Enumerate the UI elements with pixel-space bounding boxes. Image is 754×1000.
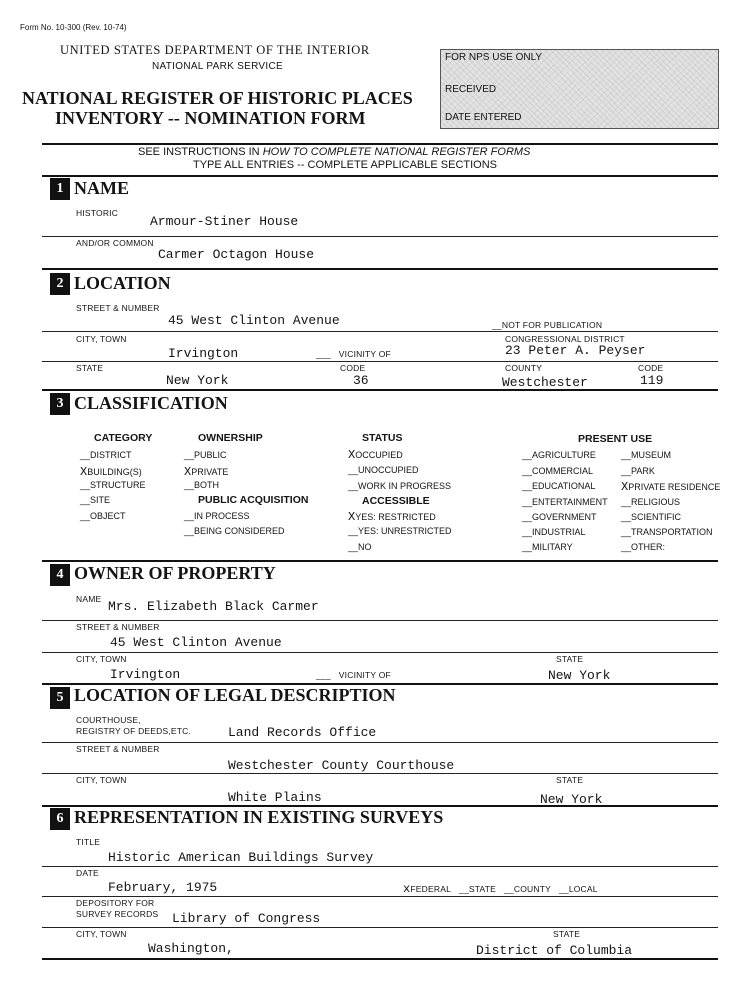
category-site: __SITE	[80, 495, 111, 505]
courthouse-label: COURTHOUSE,	[76, 715, 141, 725]
divider	[42, 927, 718, 928]
status-occupied: XOCCUPIED	[348, 448, 403, 462]
legal-state-value: New York	[540, 792, 603, 807]
received-label: RECEIVED	[445, 84, 497, 95]
survey-state-label: STATE	[553, 929, 581, 939]
section-number-5: 5	[50, 687, 70, 709]
section-number-6: 6	[50, 808, 70, 830]
use-educational: __EDUCATIONAL	[522, 481, 596, 491]
section-number-1: 1	[50, 178, 70, 200]
county-label: COUNTY	[505, 363, 543, 373]
section-number-3: 3	[50, 393, 70, 415]
use-other: __OTHER:	[621, 542, 666, 552]
category-district: __DISTRICT	[80, 450, 132, 460]
divider	[42, 331, 718, 332]
state-value: New York	[166, 373, 229, 388]
use-religious: __RELIGIOUS	[621, 497, 681, 507]
divider	[42, 620, 718, 621]
owner-street-value: 45 West Clinton Avenue	[110, 635, 282, 650]
divider	[42, 361, 718, 362]
department-name: UNITED STATES DEPARTMENT OF THE INTERIOR	[60, 43, 370, 57]
depository-label: DEPOSITORY FOR	[76, 898, 155, 908]
vicinity-option: ___ VICINITY OF	[316, 349, 391, 359]
legal-city-value: White Plains	[228, 790, 322, 805]
use-industrial: __INDUSTRIAL	[522, 527, 586, 537]
use-agriculture: __AGRICULTURE	[522, 450, 596, 460]
survey-level-options: xFEDERAL __STATE __COUNTY __LOCAL	[403, 882, 598, 896]
legal-street-value: Westchester County Courthouse	[228, 758, 455, 773]
acquisition-being-considered: __BEING CONSIDERED	[184, 526, 285, 536]
historic-label: HISTORIC	[76, 208, 119, 218]
depository-value: Library of Congress	[172, 911, 321, 926]
divider	[42, 236, 718, 237]
section-title-classification: CLASSIFICATION	[74, 393, 228, 413]
survey-title-label: TITLE	[76, 837, 101, 847]
owner-street-label: STREET & NUMBER	[76, 622, 160, 632]
ownership-both: __BOTH	[184, 480, 220, 490]
category-header: CATEGORY	[94, 432, 153, 444]
state-label: STATE	[76, 363, 104, 373]
common-name-value: Carmer Octagon House	[158, 247, 315, 262]
form-title-line1: NATIONAL REGISTER OF HISTORIC PLACES	[22, 88, 413, 108]
owner-state-label: STATE	[556, 654, 584, 664]
status-unoccupied: __UNOCCUPIED	[348, 465, 419, 475]
status-work-in-progress: __WORK IN PROGRESS	[348, 481, 452, 491]
use-museum: __MUSEUM	[621, 450, 672, 460]
state-code-label: CODE	[340, 363, 366, 373]
courthouse-value: Land Records Office	[228, 725, 377, 740]
historic-name-value: Armour-Stiner House	[150, 214, 299, 229]
owner-name-label: NAME	[76, 594, 102, 604]
city-label: CITY, TOWN	[76, 334, 127, 344]
divider	[42, 389, 718, 391]
survey-date-value: February, 1975	[108, 880, 218, 895]
county-value: Westchester	[502, 375, 588, 390]
survey-city-value: Washington,	[148, 941, 234, 956]
divider	[42, 652, 718, 653]
accessible-yes-restricted: XYES: RESTRICTED	[348, 510, 436, 524]
divider	[42, 866, 718, 867]
county-code-value: 119	[640, 373, 664, 388]
legal-city-label: CITY, TOWN	[76, 775, 127, 785]
congressional-district-value: 23 Peter A. Peyser	[505, 343, 646, 358]
section-number-2: 2	[50, 273, 70, 295]
divider	[42, 958, 718, 960]
category-building: XBUILDING(S)	[80, 465, 142, 479]
street-label: STREET & NUMBER	[76, 303, 160, 313]
divider	[42, 742, 718, 743]
use-scientific: __SCIENTIFIC	[621, 512, 682, 522]
legal-street-label: STREET & NUMBER	[76, 744, 160, 754]
registry-label: REGISTRY OF DEEDS,ETC.	[76, 726, 192, 736]
street-value: 45 West Clinton Avenue	[168, 313, 340, 328]
common-name-label: AND/OR COMMON	[76, 238, 154, 248]
form-title-line2: INVENTORY -- NOMINATION FORM	[55, 108, 366, 128]
survey-city-label: CITY, TOWN	[76, 929, 127, 939]
survey-title-value: Historic American Buildings Survey	[108, 850, 374, 865]
owner-city-value: Irvington	[110, 667, 181, 682]
state-code-value: 36	[353, 373, 369, 388]
section-number-4: 4	[50, 564, 70, 586]
use-military: __MILITARY	[522, 542, 573, 552]
status-header: STATUS	[362, 432, 403, 444]
nps-use-box	[440, 49, 719, 129]
date-entered-label: DATE ENTERED	[445, 112, 522, 123]
section-title-surveys: REPRESENTATION IN EXISTING SURVEYS	[74, 807, 444, 827]
survey-date-label: DATE	[76, 868, 99, 878]
congressional-district-label: CONGRESSIONAL DISTRICT	[505, 334, 625, 344]
legal-state-label: STATE	[556, 775, 584, 785]
instructions-line1: SEE INSTRUCTIONS IN HOW TO COMPLETE NATIONAL REGISTER FORMS	[138, 146, 531, 158]
section-title-owner: OWNER OF PROPERTY	[74, 563, 276, 583]
county-code-label: CODE	[638, 363, 664, 373]
owner-name-value: Mrs. Elizabeth Black Carmer	[108, 599, 319, 614]
form-number: Form No. 10-300 (Rev. 10-74)	[20, 23, 127, 32]
service-name: NATIONAL PARK SERVICE	[152, 61, 283, 72]
divider	[42, 773, 718, 774]
section-title-name: NAME	[74, 178, 129, 198]
ownership-private: XPRIVATE	[184, 465, 229, 479]
divider	[42, 560, 718, 562]
owner-city-label: CITY, TOWN	[76, 654, 127, 664]
owner-vicinity-option: ___ VICINITY OF	[316, 670, 391, 680]
divider	[42, 175, 718, 177]
accessible-no: __NO	[348, 542, 372, 552]
survey-state-value: District of Columbia	[476, 943, 633, 958]
use-government: __GOVERNMENT	[522, 512, 597, 522]
section-title-location: LOCATION	[74, 273, 171, 293]
public-acquisition-header: PUBLIC ACQUISITION	[198, 494, 309, 506]
city-value: Irvington	[168, 346, 239, 361]
accessible-yes-unrestricted: __YES: UNRESTRICTED	[348, 526, 452, 536]
category-structure: __STRUCTURE	[80, 480, 146, 490]
present-use-header: PRESENT USE	[578, 433, 653, 445]
ownership-public: __PUBLIC	[184, 450, 227, 460]
instructions-line2: TYPE ALL ENTRIES -- COMPLETE APPLICABLE SECTIONS	[193, 159, 498, 171]
not-for-publication-option: __NOT FOR PUBLICATION	[492, 320, 603, 330]
ownership-header: OWNERSHIP	[198, 432, 263, 444]
use-entertainment: __ENTERTAINMENT	[522, 497, 608, 507]
use-private-residence: XPRIVATE RESIDENCE	[621, 480, 721, 494]
divider	[42, 268, 718, 270]
divider	[42, 896, 718, 897]
acquisition-in-process: __IN PROCESS	[184, 511, 250, 521]
use-transportation: __TRANSPORTATION	[621, 527, 713, 537]
use-commercial: __COMMERCIAL	[522, 466, 594, 476]
nps-use-only-label: FOR NPS USE ONLY	[445, 52, 543, 63]
owner-state-value: New York	[548, 668, 611, 683]
accessible-header: ACCESSIBLE	[362, 495, 430, 507]
use-park: __PARK	[621, 466, 655, 476]
section-title-legal-description: LOCATION OF LEGAL DESCRIPTION	[74, 685, 396, 705]
divider	[42, 143, 718, 145]
survey-records-label: SURVEY RECORDS	[76, 909, 159, 919]
category-object: __OBJECT	[80, 511, 126, 521]
